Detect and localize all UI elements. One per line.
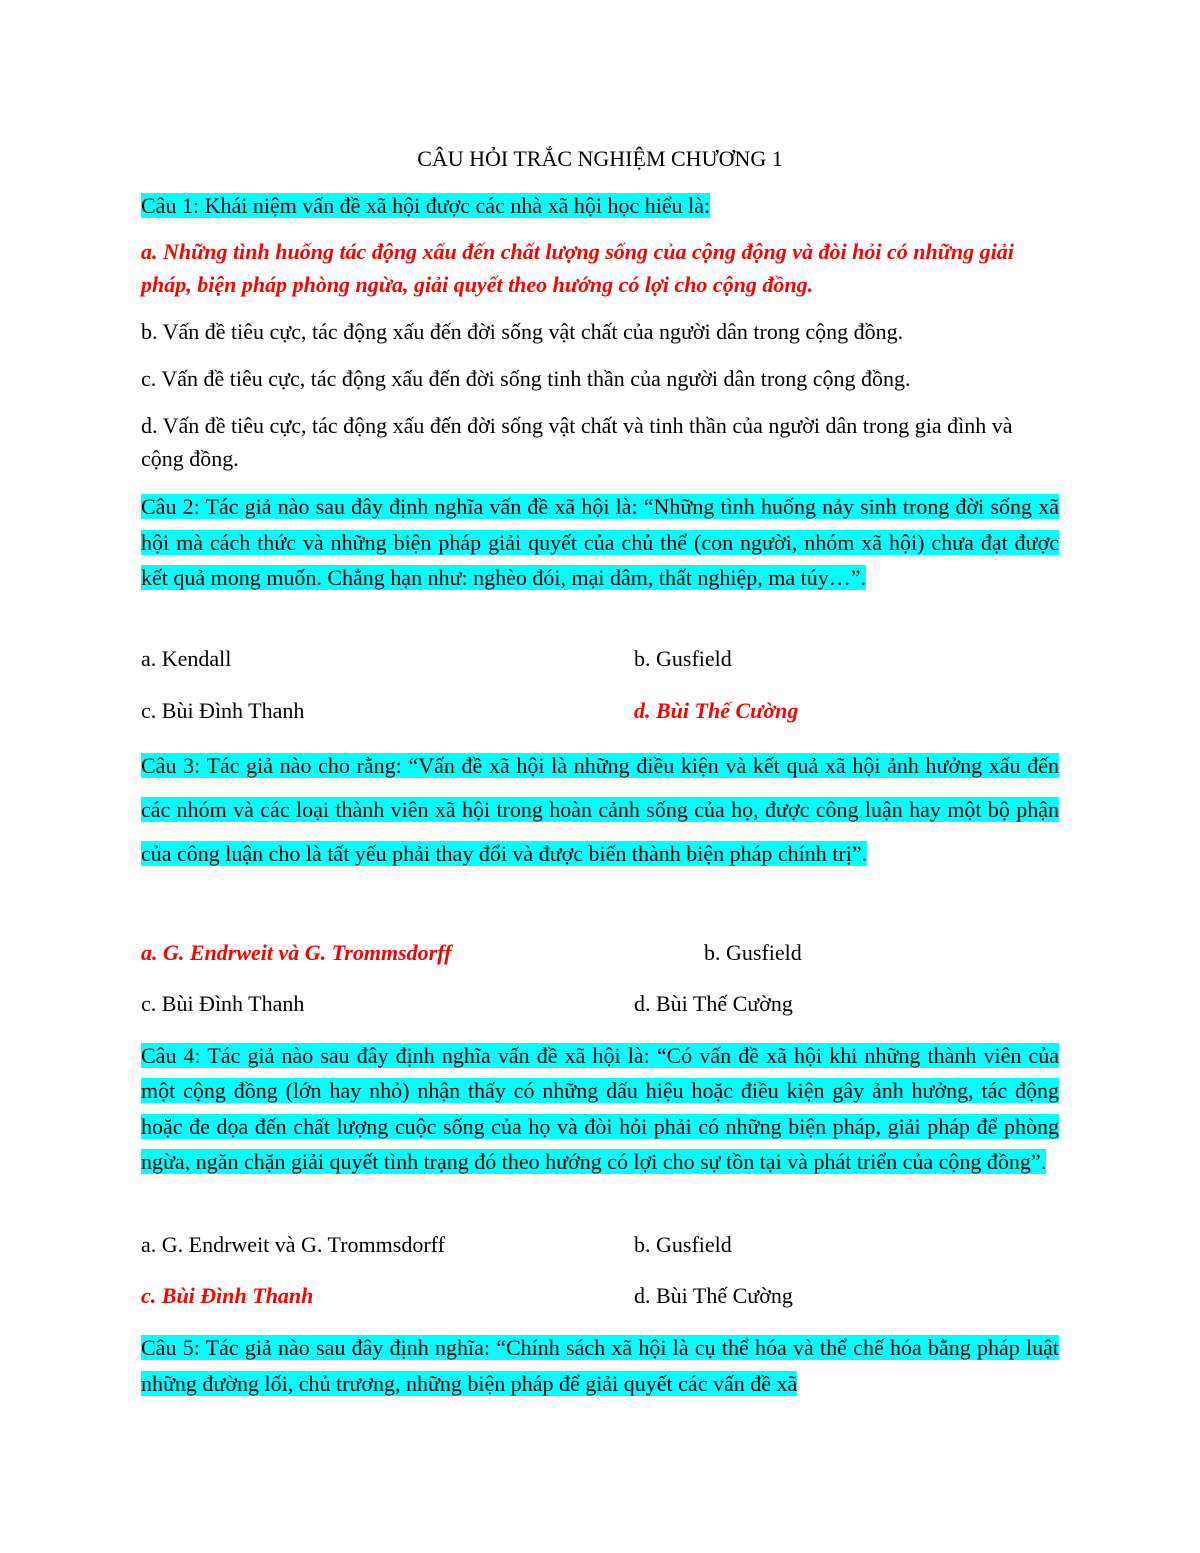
question-4-option-a: a. G. Endrweit và G. Trommsdorff	[141, 1232, 445, 1257]
question-1-option-d: d. Vấn đề tiêu cực, tác động xấu đến đời sống vật chất và tinh thần của người dân trong gia đình và cộng đồng.	[141, 413, 1013, 471]
question-1-option-a-correct: a. Những tình huống tác động xấu đến chất lượng sống của cộng động và đòi hỏi có những giải pháp, biện pháp phòng ngừa, giải quyết theo hướng có lợi cho cộng đồng.	[141, 239, 1014, 297]
question-2-option-c: c. Bùi Đình Thanh	[141, 698, 305, 723]
question-3-text: Câu 3: Tác giả nào cho rằng: “Vấn đề xã hội là những điều kiện và kết quả xã hội ảnh hưởng xấu đến các nhóm và các loại thành viên xã hội trong hoàn cảnh sống của họ, được công luận hay một bộ phận của công luận cho là tất yếu phải thay đổi và được biến thành biện pháp chính trị”.	[141, 753, 1059, 866]
question-2-option-b: b. Gusfield	[634, 646, 732, 671]
question-2	[141, 489, 1059, 596]
question-3-option-c: c. Bùi Đình Thanh	[141, 991, 305, 1016]
question-4-text: Câu 4: Tác giả nào sau đây định nghĩa vấn đề xã hội là: “Có vấn đề xã hội khi những thành viên của một cộng đồng (lớn hay nhỏ) nhận thấy có những dấu hiệu hoặc điều kiện gây ảnh hưởng, tác động hoặc đe dọa đến chất lượng cuộc sống của họ và đòi hỏi phải có những biện pháp, giải pháp để phòng ngừa, ngăn chặn giải quyết tình trạng đó theo hướng có lợi cho sự tồn tại và phát triển của cộng đồng”.	[141, 1043, 1059, 1174]
question-2-option-a: a. Kendall	[141, 646, 232, 671]
question-5	[141, 1330, 1059, 1402]
question-1-option-c: c. Vấn đề tiêu cực, tác động xấu đến đời sống tinh thần của người dân trong cộng đồng.	[141, 366, 911, 391]
question-4	[141, 1038, 1059, 1179]
question-2-option-d-correct: d. Bùi Thế Cường	[634, 698, 799, 723]
question-4-option-d: d. Bùi Thế Cường	[634, 1283, 793, 1308]
question-4-option-b: b. Gusfield	[634, 1232, 732, 1257]
page-title: CÂU HỎI TRẮC NGHIỆM CHƯƠNG 1	[417, 146, 783, 171]
question-2-text: Câu 2: Tác giả nào sau đây định nghĩa vấn đề xã hội là: “Những tình huống nảy sinh trong đời sống xã hội mà cách thức và những biện pháp giải quyết của chủ thể (con người, nhóm xã hội) chưa đạt được kết quả mong muốn. Chẳng hạn như: nghèo đói, mại dâm, thất nghiệp, ma túy…”.	[141, 494, 1059, 590]
question-3-option-d: d. Bùi Thế Cường	[634, 991, 793, 1016]
question-3	[141, 744, 1059, 876]
question-1	[141, 189, 1059, 223]
question-3-option-b: b. Gusfield	[704, 940, 802, 965]
question-1-option-b: b. Vấn đề tiêu cực, tác động xấu đến đời sống vật chất của người dân trong cộng đồng.	[141, 319, 904, 344]
question-1-text: Câu 1: Khái niệm vấn đề xã hội được các nhà xã hội học hiểu là:	[141, 193, 711, 218]
question-3-option-a-correct: a. G. Endrweit và G. Trommsdorff	[141, 940, 452, 965]
question-4-option-c-correct: c. Bùi Đình Thanh	[141, 1283, 314, 1308]
question-5-text: Câu 5: Tác giả nào sau đây định nghĩa: “Chính sách xã hội là cụ thể hóa và thể chế hóa bằng pháp luật những đường lối, chủ trương, những biện pháp để giải quyết các vấn đề xã	[141, 1335, 1059, 1396]
